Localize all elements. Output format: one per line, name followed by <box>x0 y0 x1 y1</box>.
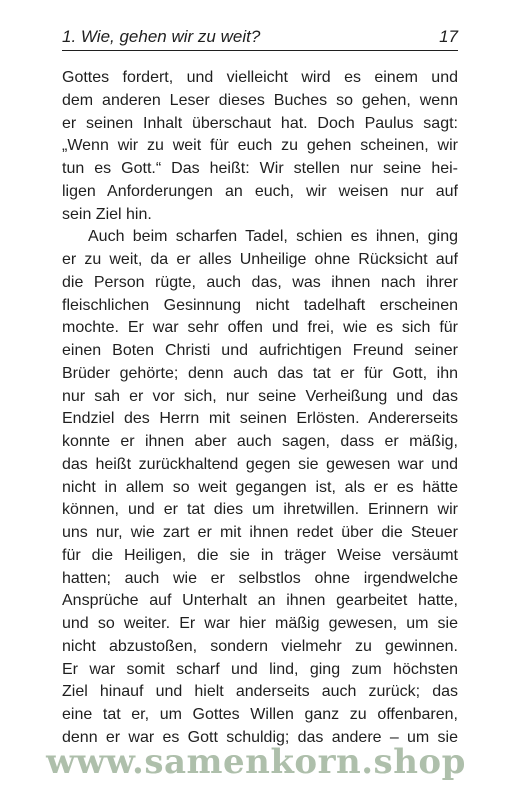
text-line: einen Boten Christi und aufrichtigen Freund seiner <box>62 342 458 359</box>
text-line: nicht in allem so weit gegangen ist, als er es hätte <box>62 478 458 496</box>
text-line: „Wenn wir zu weit für euch zu gehen scheinen, wir <box>62 137 458 155</box>
paragraph-end-line: sein Ziel hin. <box>62 205 152 223</box>
text-line: denn er war es Gott schuldig; das andere – um sie <box>62 728 458 746</box>
text-line: das heißt zurückhaltend gegen sie gewesen war und <box>62 455 458 473</box>
text-line: er zu weit, da er alles Unheilige ohne Rücksicht auf <box>62 251 458 268</box>
text-line: die Person rügte, auch das, was ihnen nach ihrer <box>62 273 458 291</box>
text-line: Endziel des Herrn mit seinen Erlösten. Andererseits <box>62 410 458 428</box>
text-line: eine tat er, um Gottes Willen ganz zu offenbaren, <box>62 706 458 723</box>
text-line: können, und er tat dies um ihretwillen. Erinnern wir <box>62 501 458 519</box>
text-line: Ansprüche auf Unterhalt an ihnen gearbeitet hatte, <box>62 592 458 610</box>
text-line: ligen Anforderungen an euch, wir weisen nur auf <box>62 182 458 200</box>
page-number: 17 <box>439 27 458 46</box>
paragraph-start-line: Auch beim scharfen Tadel, schien es ihnen, ging <box>88 228 458 246</box>
text-line: uns nur, wie zart er mit ihnen redet über die Steuer <box>62 524 458 541</box>
text-line: konnte er ihnen aber auch sagen, dass er mäßig, <box>62 433 458 450</box>
text-line: für die Heiligen, die sie in träger Weise versäumt <box>62 546 458 564</box>
text-line: Er war somit scharf und lind, ging zum höchsten <box>62 660 458 678</box>
text-line: hatten; auch wie er selbstlos ohne irgendwelche <box>62 569 458 587</box>
text-line: er seinen Inhalt überschaut hat. Doch Paulus sagt: <box>62 114 458 132</box>
running-header <box>62 26 458 51</box>
text-line: Ziel hinauf und hielt anderseits auch zurück; das <box>62 683 458 701</box>
text-line: mochte. Er war sehr offen und frei, wie es sich für <box>62 319 458 337</box>
text-line: nicht abzustoßen, sondern vielmehr zu gewinnen. <box>62 637 458 655</box>
body-text <box>62 67 458 750</box>
text-line: dem anderen Leser dieses Buches so gehen, wenn <box>62 91 458 109</box>
text-line: nur sah er vor sich, nur seine Verheißung und das <box>62 387 458 405</box>
chapter-title: 1. Wie, gehen wir zu weit? <box>62 27 261 46</box>
watermark: www.samenkorn.shop <box>46 742 466 782</box>
text-line: tun es Gott.“ Das heißt: Wir stellen nur seine hei- <box>62 160 458 177</box>
text-line: Gottes fordert, und vielleicht wird es einem und <box>62 69 458 86</box>
text-line: fleischlichen Gesinnung nicht tadelhaft erscheinen <box>62 296 458 314</box>
text-line: Brüder gehörte; denn auch das tat er für Gott, ihn <box>62 364 458 382</box>
text-line: und so weiter. Er war hier mäßig gewesen, um sie <box>62 615 458 632</box>
